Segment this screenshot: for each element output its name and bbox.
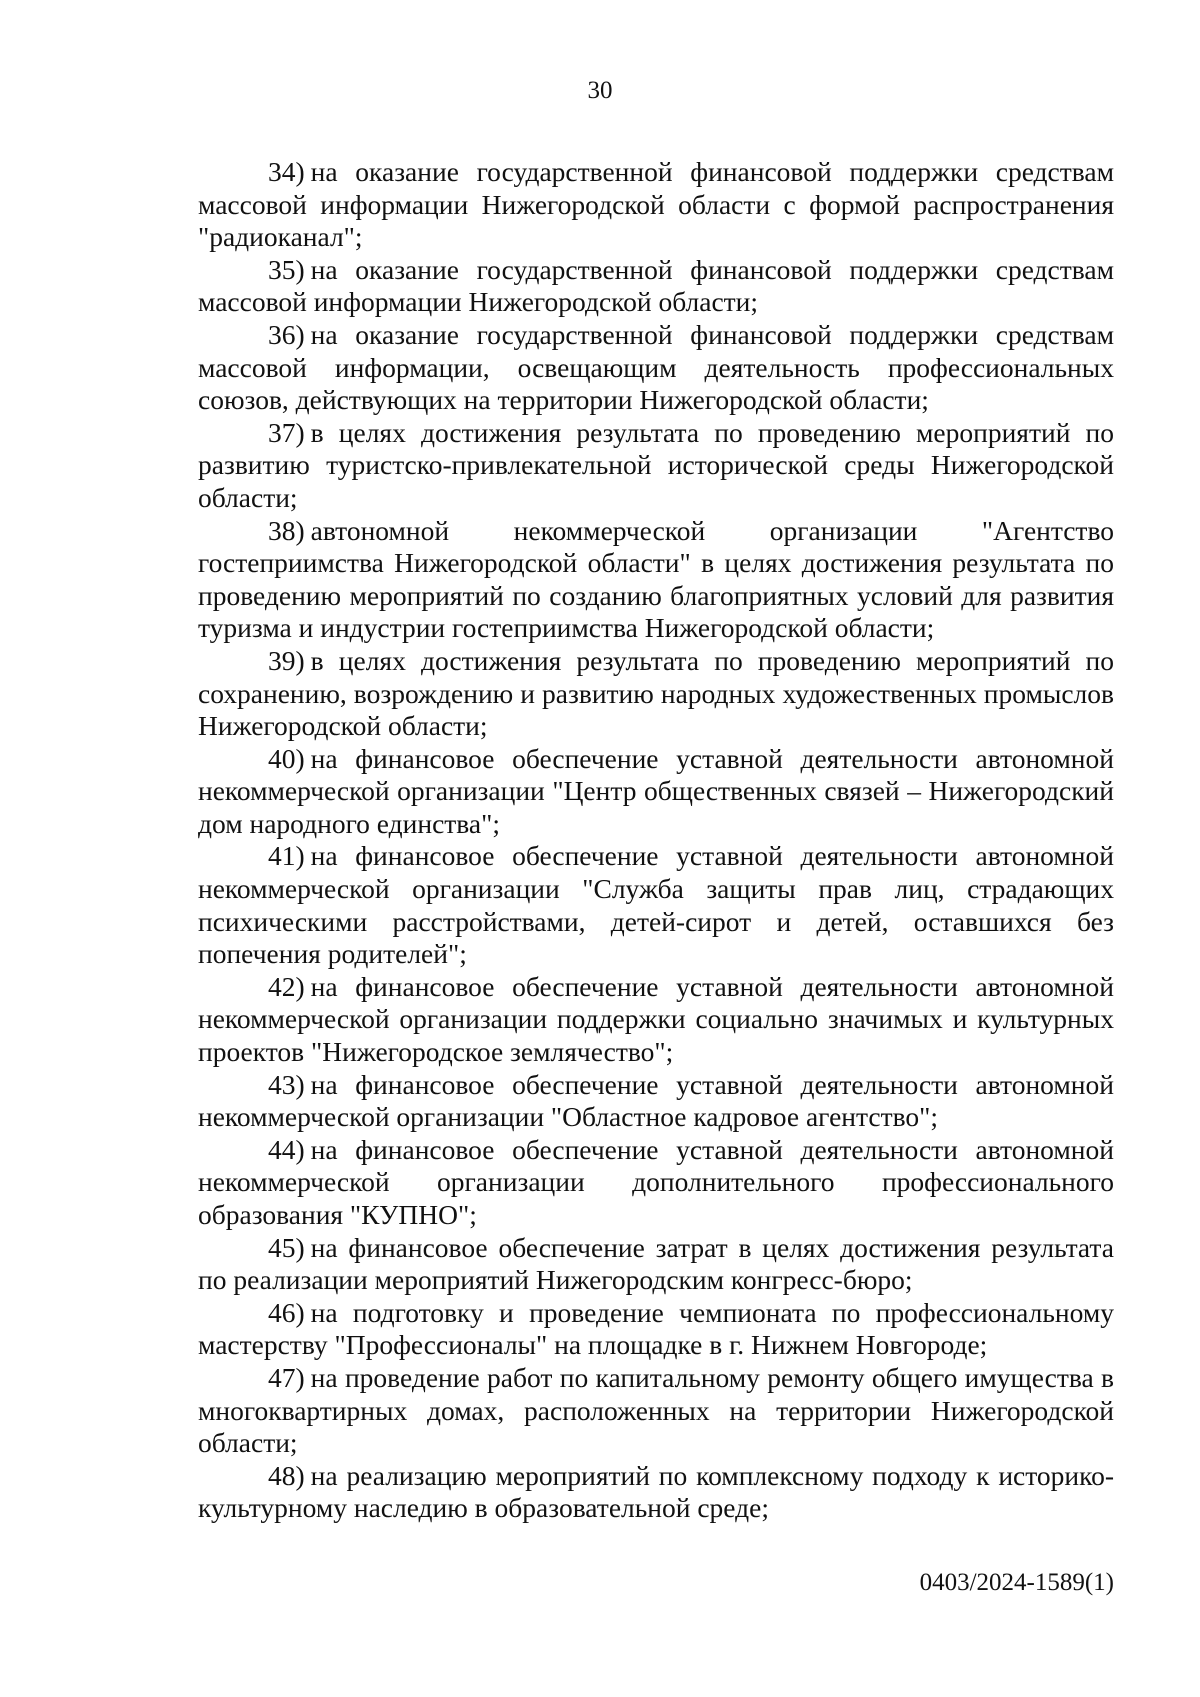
document-body (198, 156, 1114, 1525)
page-number: 30 (587, 77, 613, 104)
list-item (198, 515, 1114, 645)
item-number: 40) (268, 742, 305, 774)
list-item (198, 319, 1114, 417)
item-text: на подготовку и проведение чемпионата по профессиональному мастерству "Профессионалы" на площадке в г. Нижнем Новгороде; (198, 1296, 1114, 1361)
list-item (198, 645, 1114, 743)
item-number: 46) (268, 1296, 305, 1328)
item-number: 35) (268, 253, 305, 285)
item-text: в целях достижения результата по проведению мероприятий по сохранению, возрождению и развитию народных художественных промыслов Нижегородской области; (198, 644, 1114, 742)
list-item (198, 840, 1114, 970)
item-number: 44) (268, 1133, 305, 1165)
item-text: в целях достижения результата по проведению мероприятий по развитию туристско-привлекательной исторической среды Нижегородской области; (198, 416, 1114, 513)
item-number: 45) (268, 1231, 305, 1263)
list-item (198, 1232, 1114, 1297)
list-item (198, 1297, 1114, 1362)
item-text: на реализацию мероприятий по комплексному подходу к историко-культурному наследию в образовательной среде; (198, 1459, 1114, 1524)
item-text: на финансовое обеспечение уставной деятельности автономной некоммерческой организации "Областное кадровое агентство"; (198, 1068, 1114, 1133)
item-text: на проведение работ по капитальному ремонту общего имущества в многоквартирных домах, расположенных на территории Нижегородской области; (198, 1361, 1114, 1459)
item-number: 48) (268, 1459, 305, 1491)
item-number: 36) (268, 318, 305, 350)
item-number: 38) (268, 514, 305, 546)
list-item (198, 417, 1114, 515)
item-number: 34) (268, 156, 305, 187)
item-number: 42) (268, 970, 305, 1002)
item-text: на оказание государственной финансовой поддержки средствам массовой информации, освещающим деятельность профессиональных союзов, действующих на территории Нижегородской области; (198, 318, 1114, 416)
list-item (198, 971, 1114, 1069)
item-text: на финансовое обеспечение уставной деятельности автономной некоммерческой организации "Служба защиты прав лиц, страдающих психическими расстройствами, детей-сирот и детей, оставшихся без попечения родителей"; (198, 840, 1114, 970)
item-number: 47) (268, 1361, 305, 1393)
document-code: 0403/2024-1589(1) (919, 1569, 1114, 1596)
item-number: 39) (268, 644, 305, 676)
item-text: на финансовое обеспечение уставной деятельности автономной некоммерческой организации поддержки социально значимых и культурных проектов "Нижегородское землячество"; (198, 970, 1114, 1068)
item-number: 41) (268, 840, 305, 872)
item-text: автономной некоммерческой организации "Агентство гостеприимства Нижегородской области" в целях достижения результата по проведению мероприятий по созданию благоприятных условий для развития туризма и индустрии гостеприимства Нижегородской области; (198, 514, 1114, 644)
item-text: на оказание государственной финансовой поддержки средствам массовой информации Нижегородской области; (198, 253, 1114, 318)
list-item (198, 1460, 1114, 1525)
item-text: на финансовое обеспечение уставной деятельности автономной некоммерческой организации дополнительного профессионального образования "КУПНО"; (198, 1133, 1114, 1230)
list-item (198, 743, 1114, 841)
list-item (198, 1134, 1114, 1232)
item-text: на оказание государственной финансовой поддержки средствам массовой информации Нижегородской области с формой распространения "радиоканал"; (198, 156, 1114, 253)
item-number: 43) (268, 1068, 305, 1100)
list-item (198, 156, 1114, 254)
item-text: на финансовое обеспечение уставной деятельности автономной некоммерческой организации "Центр общественных связей – Нижегородский дом народного единства"; (198, 742, 1114, 839)
list-item (198, 254, 1114, 319)
list-item (198, 1362, 1114, 1460)
item-number: 37) (268, 416, 305, 448)
list-item (198, 1069, 1114, 1134)
item-text: на финансовое обеспечение затрат в целях достижения результата по реализации мероприятий Нижегородским конгресс-бюро; (198, 1231, 1114, 1296)
